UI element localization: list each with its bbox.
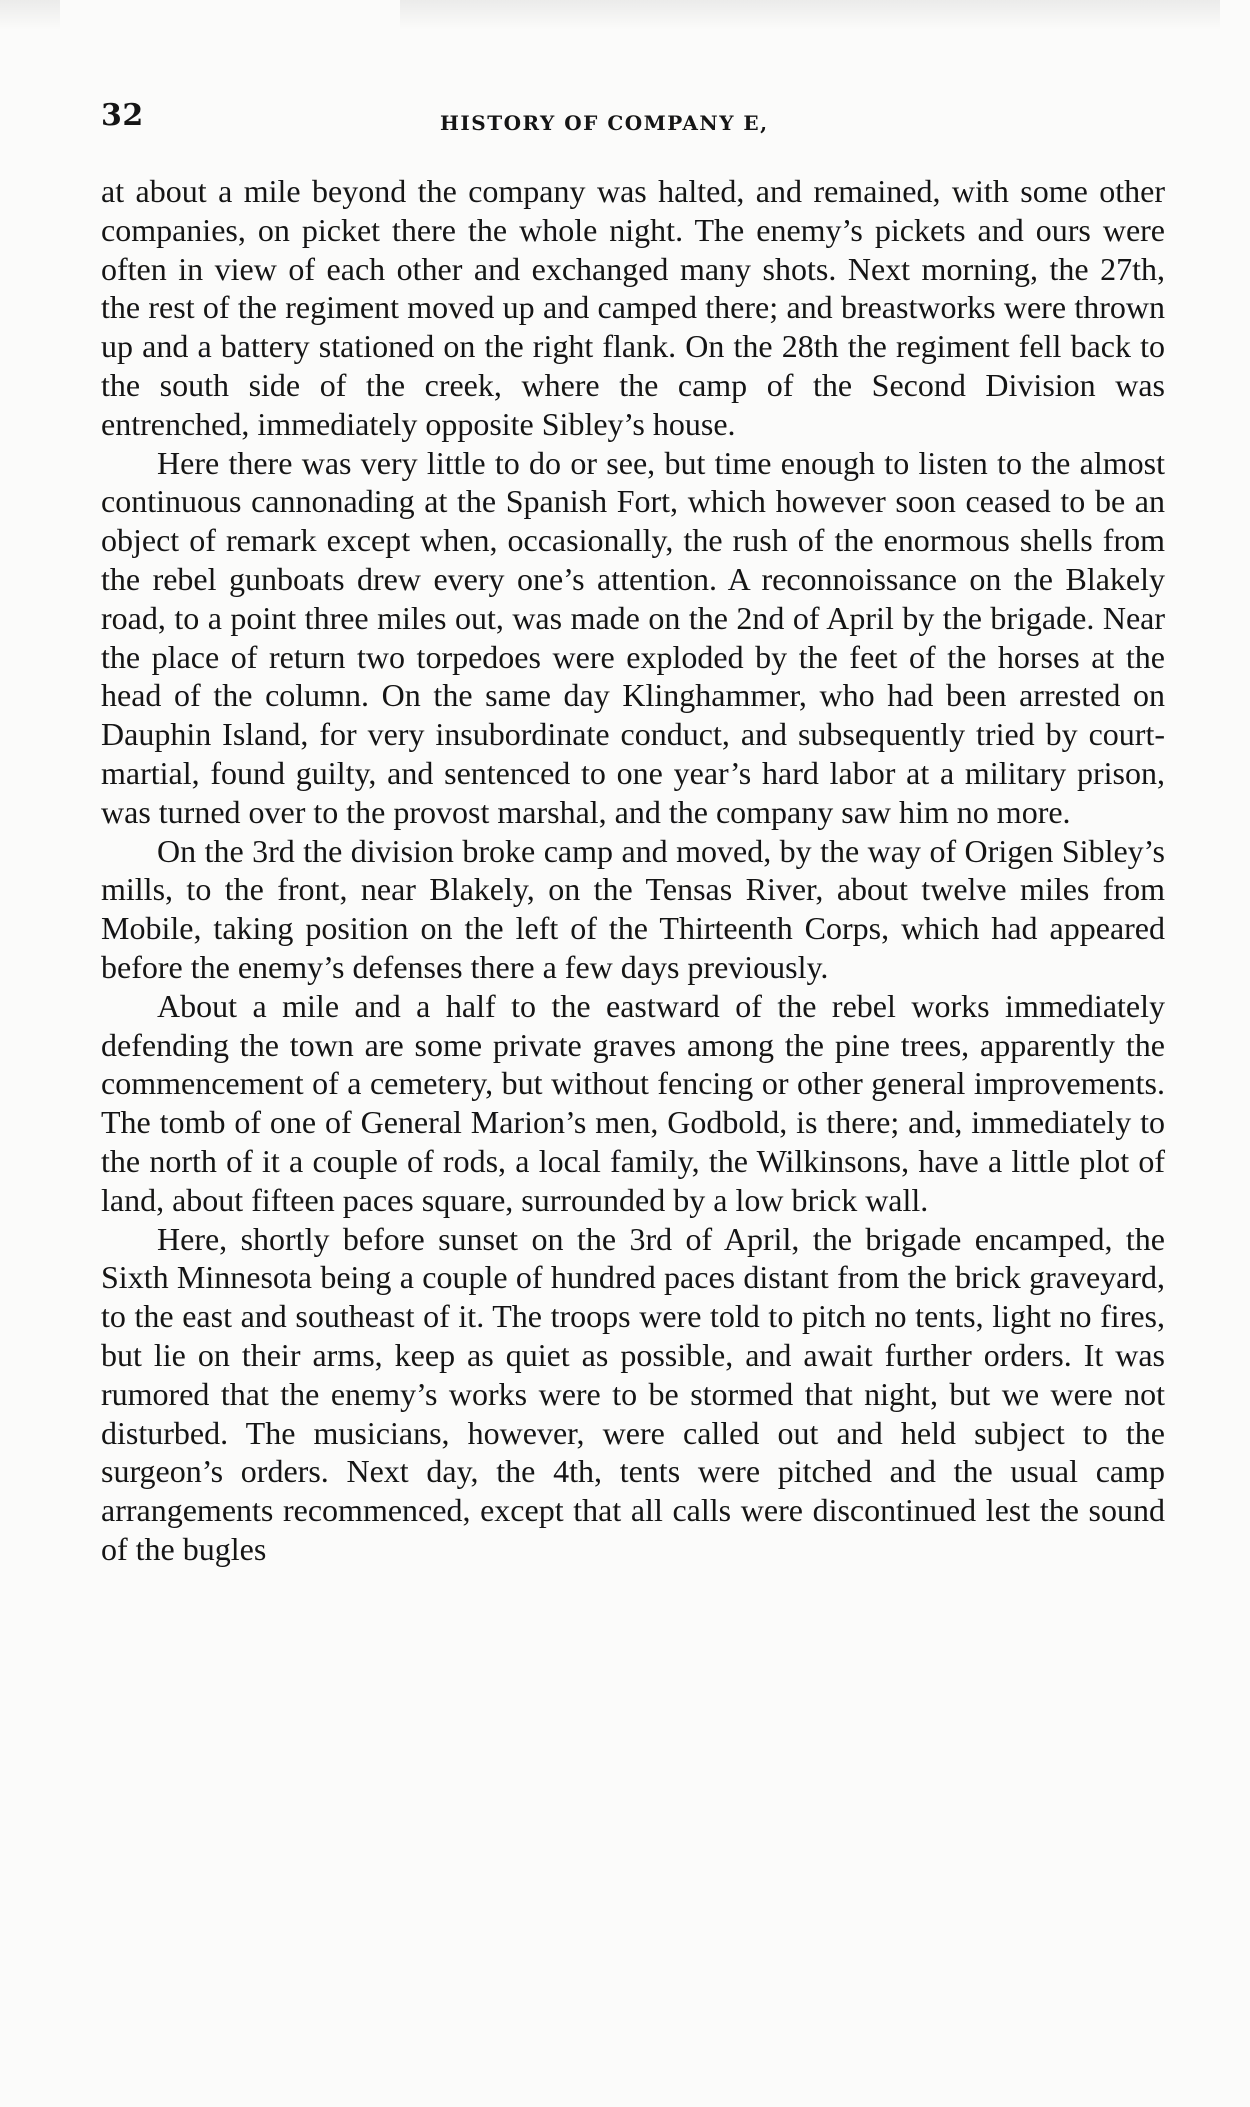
paragraph-encampment: Here, shortly before sunset on the 3rd of April, the brigade encamped, the Sixth Minnesota being a couple of hundred paces distant from the brick graveyard, to the east and southeast of it. The troops were told to pitch no tents, light no fires, but lie on their arms, keep as quiet as possible, and await further orders. It was rumored that the enemy’s works were to be stormed that night, but we were not disturbed. The musicians, however, were called out and held subject to the surgeon’s orders. Next day, the 4th, tents were pitched and the usual camp arrangements recommenced, except that all calls were discontinued lest the sound of the bugles: [101, 1220, 1165, 1567]
running-head-title: HISTORY OF COMPANY E,: [440, 111, 769, 135]
paragraph-division-move: On the 3rd the division broke camp and moved, by the way of Origen Sibley’s mills, to the front, near Blakely, on the Tensas River, about twelve miles from Mobile, taking position on the left of the Thirteenth Corps, which had appeared before the enemy’s defenses there a few days previously.: [101, 832, 1165, 985]
body-text: [101, 172, 1165, 1569]
paragraph-spanish-fort: Here there was very little to do or see, but time enough to listen to the almost continuous cannonading at the Spanish Fort, which however soon ceased to be an object of remark except when, occasionally, the rush of the enormous shells from the rebel gunboats drew every one’s attention. A reconnoissance on the Blakely road, to a point three miles out, was made on the 2nd of April by the brigade. Near the place of return two torpedoes were exploded by the feet of the horses at the head of the column. On the same day Klinghammer, who had been arrested on Dauphin Island, for very insubordinate conduct, and subsequently tried by court-martial, found guilty, and sentenced to one year’s hard labor at a military prison, was turned over to the provost marshal, and the company saw him no more.: [101, 444, 1165, 830]
scan-top-shading: [400, 0, 1220, 30]
scan-margin-shading: [0, 0, 60, 30]
paragraph-graveyard: About a mile and a half to the eastward of the rebel works immediately defending the town are some private graves among the pine trees, apparently the commencement of a cemetery, but without fencing or other general improvements. The tomb of one of General Marion’s men, Godbold, is there; and, immediately to the north of it a couple of rods, a local family, the Wilkinsons, have a little plot of land, about fifteen paces square, surrounded by a low brick wall.: [101, 987, 1165, 1218]
paragraph-continuation: at about a mile beyond the company was halted, and remained, with some other companies, on picket there the whole night. The enemy’s pickets and ours were often in view of each other and exchanged many shots. Next morning, the 27th, the rest of the regiment moved up and camped there; and breastworks were thrown up and a battery stationed on the right flank. On the 28th the regiment fell back to the south side of the creek, where the camp of the Second Division was entrenched, immediately opposite Sibley’s house.: [101, 173, 1165, 442]
page-number: 32: [101, 98, 144, 133]
